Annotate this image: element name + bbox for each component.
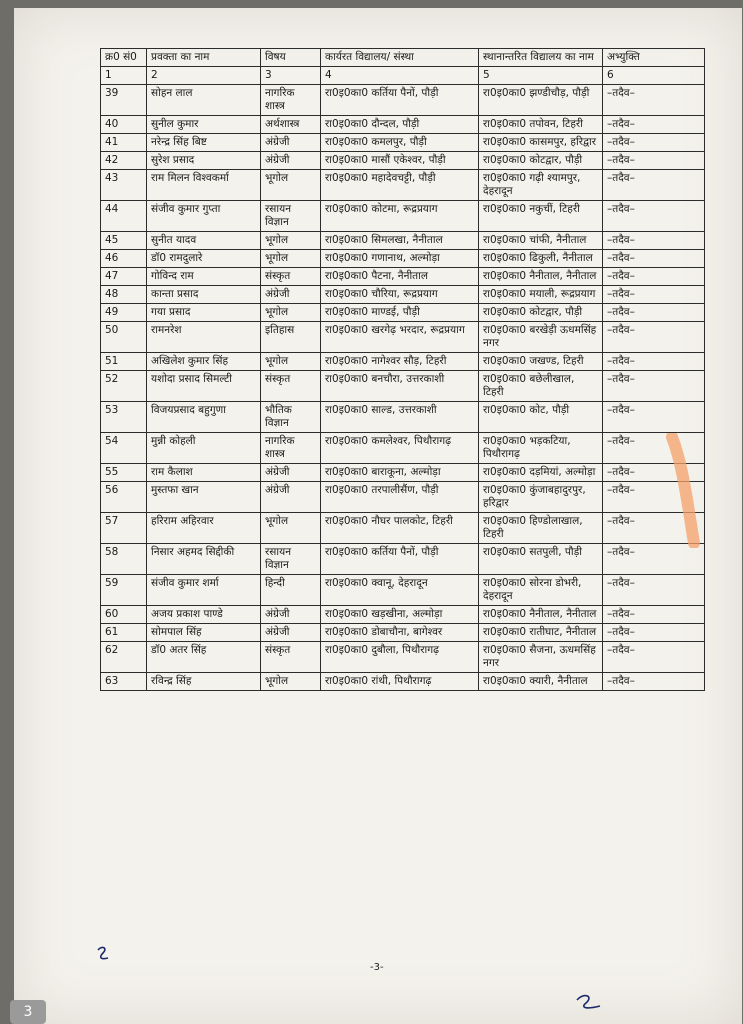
- row-current-school: रा0इ0का0 मासौं एकेश्वर, पौड़ी: [321, 152, 479, 170]
- row-subject: भौतिक विज्ञान: [261, 402, 321, 433]
- row-transfer-school: रा0इ0का0 कुंजाबहादुरपुर, हरिद्वार: [479, 482, 603, 513]
- initial-mark: [574, 990, 604, 1012]
- table-row: [101, 116, 705, 134]
- table-row: [101, 201, 705, 232]
- row-remark: –तदैव–: [603, 642, 705, 673]
- header-number: 4: [321, 67, 479, 85]
- row-transfer-school: रा0इ0का0 सोरना डोभरी, देहरादून: [479, 575, 603, 606]
- row-serial: 42: [101, 152, 147, 170]
- table-row: [101, 433, 705, 464]
- row-subject: भूगोल: [261, 250, 321, 268]
- header-number: 6: [603, 67, 705, 85]
- header-current-school: कार्यरत विद्यालय/ संस्था: [321, 49, 479, 67]
- row-name: रामनरेश: [147, 322, 261, 353]
- row-current-school: रा0इ0का0 क्वानू, देहरादून: [321, 575, 479, 606]
- row-subject: रसायन विज्ञान: [261, 544, 321, 575]
- header-number: 5: [479, 67, 603, 85]
- table-row: [101, 353, 705, 371]
- row-transfer-school: रा0इ0का0 गढ़ी श्यामपुर, देहरादून: [479, 170, 603, 201]
- header-row: [101, 49, 705, 67]
- row-remark: –तदैव–: [603, 353, 705, 371]
- row-subject: भूगोल: [261, 673, 321, 691]
- row-name: संजीव कुमार गुप्ता: [147, 201, 261, 232]
- row-subject: भूगोल: [261, 353, 321, 371]
- row-transfer-school: रा0इ0का0 नैनीताल, नैनीताल: [479, 268, 603, 286]
- table-row: [101, 152, 705, 170]
- row-subject: नागरिक शास्त्र: [261, 433, 321, 464]
- row-current-school: रा0इ0का0 माण्डई, पौड़ी: [321, 304, 479, 322]
- row-current-school: रा0इ0का0 डोबाचौना, बागेश्वर: [321, 624, 479, 642]
- row-name: हरिराम अहिरवार: [147, 513, 261, 544]
- table-row: [101, 544, 705, 575]
- row-serial: 56: [101, 482, 147, 513]
- row-serial: 47: [101, 268, 147, 286]
- header-number: 1: [101, 67, 147, 85]
- row-subject: संस्कृत: [261, 642, 321, 673]
- row-remark: –तदैव–: [603, 544, 705, 575]
- table-row: [101, 268, 705, 286]
- row-transfer-school: रा0इ0का0 कोटद्वार, पौड़ी: [479, 304, 603, 322]
- row-serial: 46: [101, 250, 147, 268]
- table-row: [101, 624, 705, 642]
- row-current-school: रा0इ0का0 खड़खीना, अल्मोड़ा: [321, 606, 479, 624]
- row-remark: –तदैव–: [603, 433, 705, 464]
- table-row: [101, 304, 705, 322]
- header-number-row: [101, 67, 705, 85]
- row-serial: 40: [101, 116, 147, 134]
- row-current-school: रा0इ0का0 महादेवचट्टी, पौड़ी: [321, 170, 479, 201]
- table-row: [101, 402, 705, 433]
- row-transfer-school: रा0इ0का0 कोट, पौड़ी: [479, 402, 603, 433]
- row-transfer-school: रा0इ0का0 चांफी, नैनीताल: [479, 232, 603, 250]
- row-current-school: रा0इ0का0 कोटमा, रूद्रप्रयाग: [321, 201, 479, 232]
- row-current-school: रा0इ0का0 बनचौरा, उत्तरकाशी: [321, 371, 479, 402]
- row-subject: अंग्रेजी: [261, 134, 321, 152]
- row-name: यशोदा प्रसाद सिमल्टी: [147, 371, 261, 402]
- row-remark: –तदैव–: [603, 624, 705, 642]
- row-name: निसार अहमद सिद्दीकी: [147, 544, 261, 575]
- row-name: मुस्तफा खान: [147, 482, 261, 513]
- row-transfer-school: रा0इ0का0 सैजना, ऊधमसिंह नगर: [479, 642, 603, 673]
- table-row: [101, 170, 705, 201]
- table-row: [101, 642, 705, 673]
- table-row: [101, 134, 705, 152]
- row-subject: हिन्दी: [261, 575, 321, 606]
- row-serial: 61: [101, 624, 147, 642]
- row-subject: रसायन विज्ञान: [261, 201, 321, 232]
- row-remark: –तदैव–: [603, 606, 705, 624]
- document-page: [14, 8, 742, 1024]
- row-remark: –तदैव–: [603, 116, 705, 134]
- row-name: गया प्रसाद: [147, 304, 261, 322]
- row-remark: –तदैव–: [603, 201, 705, 232]
- row-subject: भूगोल: [261, 513, 321, 544]
- table-row: [101, 673, 705, 691]
- row-subject: नागरिक शास्त्र: [261, 85, 321, 116]
- row-current-school: रा0इ0का0 सिमलखा, नैनीताल: [321, 232, 479, 250]
- row-subject: संस्कृत: [261, 268, 321, 286]
- header-name: प्रवक्ता का नाम: [147, 49, 261, 67]
- row-remark: –तदैव–: [603, 152, 705, 170]
- header-remark: अभ्युक्ति: [603, 49, 705, 67]
- row-current-school: रा0इ0का0 कमलेश्वर, पिथौरागढ़: [321, 433, 479, 464]
- row-current-school: रा0इ0का0 कर्तिया पैनों, पौड़ी: [321, 544, 479, 575]
- row-transfer-school: रा0इ0का0 रातीघाट, नैनीताल: [479, 624, 603, 642]
- header-number: 2: [147, 67, 261, 85]
- row-current-school: रा0इ0का0 दुबौला, पिथौरागढ़: [321, 642, 479, 673]
- row-name: मुन्नी कोहली: [147, 433, 261, 464]
- row-current-school: रा0इ0का0 नौघर पालकोट, टिहरी: [321, 513, 479, 544]
- row-remark: –तदैव–: [603, 402, 705, 433]
- highlighter-stroke: [664, 433, 702, 548]
- row-transfer-school: रा0इ0का0 मयाली, रूद्रप्रयाग: [479, 286, 603, 304]
- row-serial: 55: [101, 464, 147, 482]
- row-transfer-school: रा0इ0का0 नकुचीं, टिहरी: [479, 201, 603, 232]
- row-current-school: रा0इ0का0 कमलपुर, पौड़ी: [321, 134, 479, 152]
- row-name: अखिलेश कुमार सिंह: [147, 353, 261, 371]
- row-subject: इतिहास: [261, 322, 321, 353]
- row-serial: 59: [101, 575, 147, 606]
- row-name: सुनीत यादव: [147, 232, 261, 250]
- row-remark: –तदैव–: [603, 513, 705, 544]
- row-current-school: रा0इ0का0 साल्ड, उत्तरकाशी: [321, 402, 479, 433]
- row-subject: भूगोल: [261, 232, 321, 250]
- row-subject: अंग्रेजी: [261, 624, 321, 642]
- row-serial: 58: [101, 544, 147, 575]
- row-subject: अंग्रेजी: [261, 464, 321, 482]
- row-serial: 48: [101, 286, 147, 304]
- table-body: [101, 85, 705, 691]
- row-serial: 60: [101, 606, 147, 624]
- row-subject: अर्थशास्त्र: [261, 116, 321, 134]
- row-name: सोहन लाल: [147, 85, 261, 116]
- row-current-school: रा0इ0का0 खरगेढ़ भरदार, रूद्रप्रयाग: [321, 322, 479, 353]
- row-serial: 57: [101, 513, 147, 544]
- row-name: रविन्द्र सिंह: [147, 673, 261, 691]
- table-row: [101, 322, 705, 353]
- row-remark: –तदैव–: [603, 250, 705, 268]
- row-remark: –तदैव–: [603, 371, 705, 402]
- row-serial: 54: [101, 433, 147, 464]
- row-subject: अंग्रेजी: [261, 152, 321, 170]
- row-transfer-school: रा0इ0का0 भड़कटिया, पिथौरागढ़: [479, 433, 603, 464]
- row-name: कान्ता प्रसाद: [147, 286, 261, 304]
- row-subject: अंग्रेजी: [261, 606, 321, 624]
- row-current-school: रा0इ0का0 गणानाथ, अल्मोड़ा: [321, 250, 479, 268]
- row-serial: 39: [101, 85, 147, 116]
- row-remark: –तदैव–: [603, 575, 705, 606]
- row-serial: 49: [101, 304, 147, 322]
- row-current-school: रा0इ0का0 तरपालीसैंण, पौड़ी: [321, 482, 479, 513]
- row-subject: संस्कृत: [261, 371, 321, 402]
- header-number: 3: [261, 67, 321, 85]
- row-name: सुनील कुमार: [147, 116, 261, 134]
- row-subject: भूगोल: [261, 170, 321, 201]
- row-name: डॉ0 अतर सिंह: [147, 642, 261, 673]
- header-serial: क्र0 सं0: [101, 49, 147, 67]
- table-row: [101, 464, 705, 482]
- row-name: सोमपाल सिंह: [147, 624, 261, 642]
- row-name: राम कैलाश: [147, 464, 261, 482]
- row-serial: 43: [101, 170, 147, 201]
- row-current-school: रा0इ0का0 बाराकूना, अल्मोड़ा: [321, 464, 479, 482]
- row-remark: –तदैव–: [603, 464, 705, 482]
- row-subject: अंग्रेजी: [261, 482, 321, 513]
- row-name: संजीव कुमार शर्मा: [147, 575, 261, 606]
- initial-mark: [94, 944, 112, 962]
- table-row: [101, 232, 705, 250]
- row-serial: 44: [101, 201, 147, 232]
- row-transfer-school: रा0इ0का0 क्यारी, नैनीताल: [479, 673, 603, 691]
- table-row: [101, 250, 705, 268]
- row-remark: –तदैव–: [603, 286, 705, 304]
- row-remark: –तदैव–: [603, 134, 705, 152]
- row-subject: अंग्रेजी: [261, 286, 321, 304]
- row-remark: –तदैव–: [603, 170, 705, 201]
- row-serial: 62: [101, 642, 147, 673]
- row-transfer-school: रा0इ0का0 बरखेड़ी ऊधमसिंह नगर: [479, 322, 603, 353]
- row-transfer-school: रा0इ0का0 जखण्ड, टिहरी: [479, 353, 603, 371]
- row-serial: 63: [101, 673, 147, 691]
- row-remark: –तदैव–: [603, 673, 705, 691]
- row-remark: –तदैव–: [603, 268, 705, 286]
- row-transfer-school: रा0इ0का0 सतपुली, पौड़ी: [479, 544, 603, 575]
- row-current-school: रा0इ0का0 दौन्दल, पौड़ी: [321, 116, 479, 134]
- table-row: [101, 513, 705, 544]
- row-serial: 53: [101, 402, 147, 433]
- row-transfer-school: रा0इ0का0 कोटद्वार, पौड़ी: [479, 152, 603, 170]
- row-name: अजय प्रकाश पाण्डे: [147, 606, 261, 624]
- row-transfer-school: रा0इ0का0 दड़मियां, अल्मोड़ा: [479, 464, 603, 482]
- table-row: [101, 371, 705, 402]
- row-transfer-school: रा0इ0का0 हिण्डोलाखाल, टिहरी: [479, 513, 603, 544]
- row-name: डॉ0 रामदुलारे: [147, 250, 261, 268]
- row-serial: 45: [101, 232, 147, 250]
- row-name: नरेन्द्र सिंह बिष्ट: [147, 134, 261, 152]
- row-serial: 51: [101, 353, 147, 371]
- row-current-school: रा0इ0का0 कर्तिया पैनों, पौड़ी: [321, 85, 479, 116]
- row-remark: –तदैव–: [603, 85, 705, 116]
- row-transfer-school: रा0इ0का0 बछेलीखाल, टिहरी: [479, 371, 603, 402]
- row-transfer-school: रा0इ0का0 तपोवन, टिहरी: [479, 116, 603, 134]
- row-subject: भूगोल: [261, 304, 321, 322]
- row-serial: 50: [101, 322, 147, 353]
- row-transfer-school: रा0इ0का0 नैनीताल, नैनीताल: [479, 606, 603, 624]
- row-current-school: रा0इ0का0 पैटना, नैनीताल: [321, 268, 479, 286]
- row-serial: 52: [101, 371, 147, 402]
- page-number: -3-: [370, 962, 384, 973]
- header-transfer-school: स्थानान्तरित विद्यालय का नाम: [479, 49, 603, 67]
- table-row: [101, 482, 705, 513]
- row-current-school: रा0इ0का0 नागेश्वर सौड़, टिहरी: [321, 353, 479, 371]
- row-remark: –तदैव–: [603, 322, 705, 353]
- row-transfer-school: रा0इ0का0 ढिकुली, नैनीताल: [479, 250, 603, 268]
- row-name: गोविन्द राम: [147, 268, 261, 286]
- row-remark: –तदैव–: [603, 304, 705, 322]
- row-remark: –तदैव–: [603, 482, 705, 513]
- row-current-school: रा0इ0का0 चौरिया, रूद्रप्रयाग: [321, 286, 479, 304]
- row-name: विजयप्रसाद बहुगुणा: [147, 402, 261, 433]
- row-current-school: रा0इ0का0 रांथी, पिथौरागढ़: [321, 673, 479, 691]
- row-transfer-school: रा0इ0का0 कासमपुर, हरिद्वार: [479, 134, 603, 152]
- row-remark: –तदैव–: [603, 232, 705, 250]
- header-subject: विषय: [261, 49, 321, 67]
- row-serial: 41: [101, 134, 147, 152]
- table-row: [101, 575, 705, 606]
- table-row: [101, 286, 705, 304]
- table-row: [101, 85, 705, 116]
- row-transfer-school: रा0इ0का0 झण्डीचौड़, पौड़ी: [479, 85, 603, 116]
- transfer-table: [100, 48, 705, 691]
- table-row: [101, 606, 705, 624]
- row-name: राम मिलन विश्वकर्मा: [147, 170, 261, 201]
- page-badge: 3: [10, 1000, 46, 1024]
- row-name: सुरेश प्रसाद: [147, 152, 261, 170]
